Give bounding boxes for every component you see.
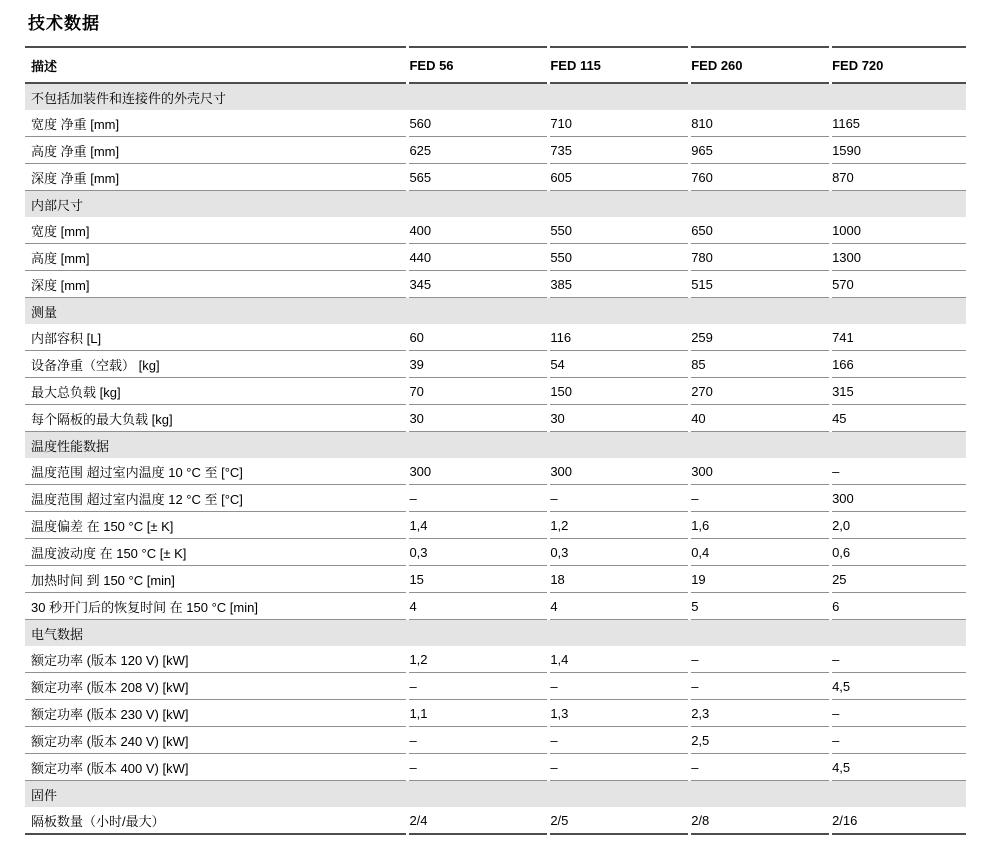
row-value: 116 bbox=[550, 324, 688, 351]
table-row bbox=[25, 646, 966, 673]
table-row bbox=[25, 754, 966, 781]
row-label: 温度波动度 在 150 °C [± K] bbox=[25, 539, 406, 566]
section-row bbox=[25, 84, 966, 110]
row-value: 1300 bbox=[832, 244, 966, 271]
row-value: 0,3 bbox=[550, 539, 688, 566]
row-label: 高度 [mm] bbox=[25, 244, 406, 271]
section-row bbox=[25, 298, 966, 324]
table-row bbox=[25, 324, 966, 351]
table-row bbox=[25, 593, 966, 620]
row-value: 150 bbox=[550, 378, 688, 405]
row-label: 每个隔板的最大负载 [kg] bbox=[25, 405, 406, 432]
row-value: 0,6 bbox=[832, 539, 966, 566]
table-row bbox=[25, 271, 966, 298]
row-value: 1165 bbox=[832, 110, 966, 137]
row-value: – bbox=[550, 485, 688, 512]
row-value: – bbox=[550, 727, 688, 754]
row-value: – bbox=[550, 673, 688, 700]
row-label: 高度 净重 [mm] bbox=[25, 137, 406, 164]
row-value: 300 bbox=[832, 485, 966, 512]
row-value: – bbox=[832, 458, 966, 485]
row-value: 25 bbox=[832, 566, 966, 593]
row-value: 565 bbox=[409, 164, 547, 191]
row-value: 259 bbox=[691, 324, 829, 351]
row-value: 15 bbox=[409, 566, 547, 593]
row-value: 2,5 bbox=[691, 727, 829, 754]
row-value: – bbox=[832, 700, 966, 727]
row-value: 1,6 bbox=[691, 512, 829, 539]
row-value: – bbox=[832, 727, 966, 754]
table-row bbox=[25, 244, 966, 271]
row-value: – bbox=[691, 485, 829, 512]
table-row bbox=[25, 673, 966, 700]
section-row bbox=[25, 432, 966, 458]
row-value: 1,4 bbox=[409, 512, 547, 539]
row-value: – bbox=[409, 673, 547, 700]
row-value: 870 bbox=[832, 164, 966, 191]
section-row bbox=[25, 191, 966, 217]
row-value: 2/16 bbox=[832, 807, 966, 835]
section-row bbox=[25, 781, 966, 807]
section-label: 固件 bbox=[25, 781, 966, 807]
row-value: 780 bbox=[691, 244, 829, 271]
section-label: 电气数据 bbox=[25, 620, 966, 646]
row-value: 0,3 bbox=[409, 539, 547, 566]
table-row bbox=[25, 405, 966, 432]
row-value: – bbox=[832, 646, 966, 673]
row-value: 54 bbox=[550, 351, 688, 378]
row-value: 18 bbox=[550, 566, 688, 593]
row-value: 440 bbox=[409, 244, 547, 271]
row-value: 4 bbox=[550, 593, 688, 620]
row-value: – bbox=[550, 754, 688, 781]
row-value: 2/5 bbox=[550, 807, 688, 835]
row-value: 1,4 bbox=[550, 646, 688, 673]
table-row bbox=[25, 727, 966, 754]
row-value: 85 bbox=[691, 351, 829, 378]
row-value: 300 bbox=[409, 458, 547, 485]
table-header-row bbox=[25, 46, 966, 84]
row-value: 4,5 bbox=[832, 754, 966, 781]
row-value: 4,5 bbox=[832, 673, 966, 700]
row-label: 30 秒开门后的恢复时间 在 150 °C [min] bbox=[25, 593, 406, 620]
row-value: 550 bbox=[550, 217, 688, 244]
row-value: 39 bbox=[409, 351, 547, 378]
table-row bbox=[25, 539, 966, 566]
row-value: 560 bbox=[409, 110, 547, 137]
row-label: 宽度 净重 [mm] bbox=[25, 110, 406, 137]
row-label: 宽度 [mm] bbox=[25, 217, 406, 244]
row-value: 550 bbox=[550, 244, 688, 271]
row-value: 300 bbox=[691, 458, 829, 485]
row-value: 270 bbox=[691, 378, 829, 405]
table-row bbox=[25, 217, 966, 244]
row-value: – bbox=[691, 673, 829, 700]
section-label: 不包括加装件和连接件的外壳尺寸 bbox=[25, 84, 966, 110]
section-row bbox=[25, 620, 966, 646]
row-value: – bbox=[691, 754, 829, 781]
row-value: 40 bbox=[691, 405, 829, 432]
page-title: 技术数据 bbox=[28, 14, 100, 33]
row-label: 内部容积 [L] bbox=[25, 324, 406, 351]
section-label: 温度性能数据 bbox=[25, 432, 966, 458]
column-header-model-fed115: FED 115 bbox=[550, 46, 688, 84]
row-label: 隔板数量（小时/最大） bbox=[25, 807, 406, 835]
column-header-model-fed260: FED 260 bbox=[691, 46, 829, 84]
table-row bbox=[25, 351, 966, 378]
row-value: – bbox=[409, 754, 547, 781]
column-header-description: 描述 bbox=[25, 46, 406, 84]
row-value: 2/4 bbox=[409, 807, 547, 835]
row-value: 60 bbox=[409, 324, 547, 351]
row-value: 166 bbox=[832, 351, 966, 378]
row-label: 温度范围 超过室内温度 10 °C 至 [°C] bbox=[25, 458, 406, 485]
row-value: 45 bbox=[832, 405, 966, 432]
row-value: 1,2 bbox=[409, 646, 547, 673]
row-value: 1,1 bbox=[409, 700, 547, 727]
column-header-model-fed56: FED 56 bbox=[409, 46, 547, 84]
row-value: 315 bbox=[832, 378, 966, 405]
row-value: – bbox=[691, 646, 829, 673]
table-body bbox=[25, 84, 966, 835]
row-label: 额定功率 (版本 240 V) [kW] bbox=[25, 727, 406, 754]
row-value: 345 bbox=[409, 271, 547, 298]
row-value: 605 bbox=[550, 164, 688, 191]
row-value: 1590 bbox=[832, 137, 966, 164]
section-label: 测量 bbox=[25, 298, 966, 324]
row-value: 300 bbox=[550, 458, 688, 485]
row-value: 2,3 bbox=[691, 700, 829, 727]
row-value: 2/8 bbox=[691, 807, 829, 835]
row-label: 额定功率 (版本 208 V) [kW] bbox=[25, 673, 406, 700]
row-label: 深度 [mm] bbox=[25, 271, 406, 298]
row-value: 1,2 bbox=[550, 512, 688, 539]
table-row bbox=[25, 512, 966, 539]
row-value: 735 bbox=[550, 137, 688, 164]
table-row bbox=[25, 566, 966, 593]
row-value: 30 bbox=[550, 405, 688, 432]
column-header-model-fed720: FED 720 bbox=[832, 46, 966, 84]
row-value: 385 bbox=[550, 271, 688, 298]
table-row bbox=[25, 110, 966, 137]
table-row bbox=[25, 485, 966, 512]
row-value: 70 bbox=[409, 378, 547, 405]
row-value: 6 bbox=[832, 593, 966, 620]
row-value: 5 bbox=[691, 593, 829, 620]
technical-data-table bbox=[22, 46, 969, 835]
row-value: 2,0 bbox=[832, 512, 966, 539]
row-value: 965 bbox=[691, 137, 829, 164]
table-row bbox=[25, 700, 966, 727]
row-value: – bbox=[409, 485, 547, 512]
table-row bbox=[25, 137, 966, 164]
row-label: 加热时间 到 150 °C [min] bbox=[25, 566, 406, 593]
row-value: 625 bbox=[409, 137, 547, 164]
row-value: 710 bbox=[550, 110, 688, 137]
table-row bbox=[25, 807, 966, 835]
row-label: 最大总负载 [kg] bbox=[25, 378, 406, 405]
row-value: 570 bbox=[832, 271, 966, 298]
row-value: 19 bbox=[691, 566, 829, 593]
row-label: 额定功率 (版本 120 V) [kW] bbox=[25, 646, 406, 673]
row-value: 650 bbox=[691, 217, 829, 244]
row-value: 515 bbox=[691, 271, 829, 298]
table-row bbox=[25, 164, 966, 191]
row-value: 400 bbox=[409, 217, 547, 244]
row-label: 温度偏差 在 150 °C [± K] bbox=[25, 512, 406, 539]
row-label: 额定功率 (版本 230 V) [kW] bbox=[25, 700, 406, 727]
row-value: 741 bbox=[832, 324, 966, 351]
table-row bbox=[25, 378, 966, 405]
row-label: 深度 净重 [mm] bbox=[25, 164, 406, 191]
row-value: 1000 bbox=[832, 217, 966, 244]
row-value: 1,3 bbox=[550, 700, 688, 727]
row-value: 0,4 bbox=[691, 539, 829, 566]
row-label: 设备净重（空载） [kg] bbox=[25, 351, 406, 378]
row-value: 760 bbox=[691, 164, 829, 191]
row-value: 4 bbox=[409, 593, 547, 620]
row-label: 温度范围 超过室内温度 12 °C 至 [°C] bbox=[25, 485, 406, 512]
row-value: 30 bbox=[409, 405, 547, 432]
row-value: 810 bbox=[691, 110, 829, 137]
table-row bbox=[25, 458, 966, 485]
row-value: – bbox=[409, 727, 547, 754]
section-label: 内部尺寸 bbox=[25, 191, 966, 217]
row-label: 额定功率 (版本 400 V) [kW] bbox=[25, 754, 406, 781]
